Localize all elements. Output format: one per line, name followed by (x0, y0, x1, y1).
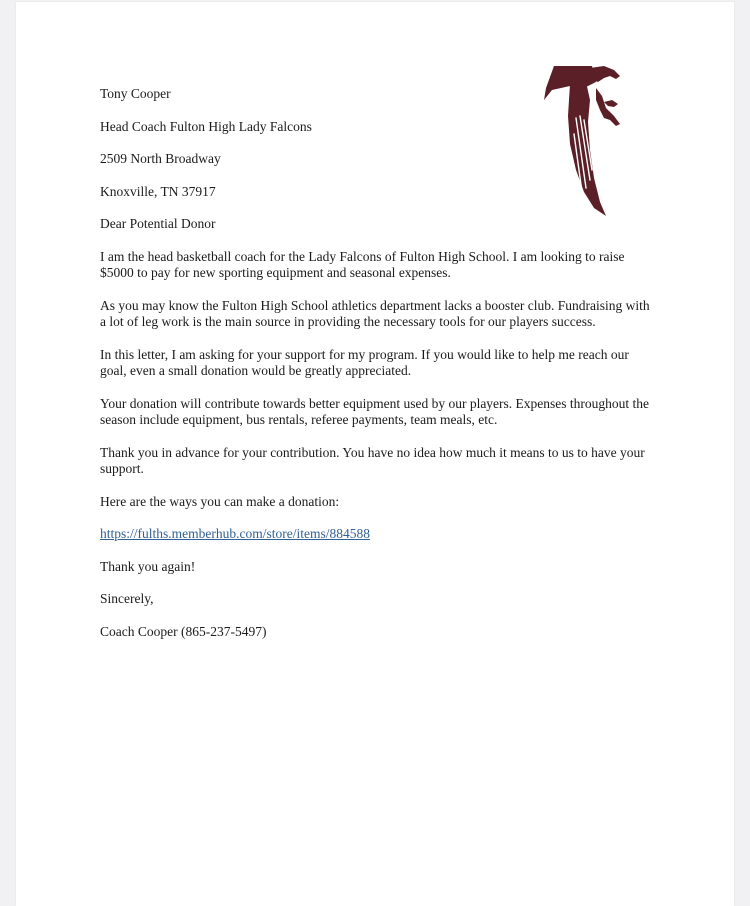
salutation: Dear Potential Donor (100, 216, 216, 231)
thanks-line: Thank you again! (100, 558, 196, 574)
sender-name: Tony Cooper (100, 86, 171, 101)
paragraph: Here are the ways you can make a donation: (100, 493, 340, 509)
donation-link-line (100, 526, 652, 543)
sender-city-state-zip: Knoxville, TN 37917 (100, 183, 216, 199)
paragraph: Thank you in advance for your contribution. You have no idea how much it means to us to have your support. (100, 444, 645, 476)
sender-title: Head Coach Fulton High Lady Falcons (100, 118, 312, 134)
paragraph: I am the head basketball coach for the Lady Falcons of Fulton High School. I am looking to raise $5000 to pay for new sporting equipment and seasonal expenses. (100, 248, 625, 280)
letter-body (100, 86, 652, 656)
signature: Coach Cooper (865-237-5497) (100, 623, 267, 639)
paragraph: Your donation will contribute towards better equipment used by our players. Expenses throughout the season include equipment, bus rentals, referee payments, team meals, etc. (100, 395, 650, 427)
paragraph: In this letter, I am asking for your support for my program. If you would like to help me reach our goal, even a small donation would be greatly appreciated. (100, 346, 629, 378)
sender-street: 2509 North Broadway (100, 151, 221, 166)
donation-link[interactable]: https://fulths.memberhub.com/store/items/884588 (100, 526, 370, 541)
closing: Sincerely, (100, 591, 154, 606)
document-page (16, 2, 734, 906)
paragraph: As you may know the Fulton High School athletics department lacks a booster club. Fundraising with a lot of leg work is the main source in providing the necessary tools for our players success. (100, 297, 650, 329)
